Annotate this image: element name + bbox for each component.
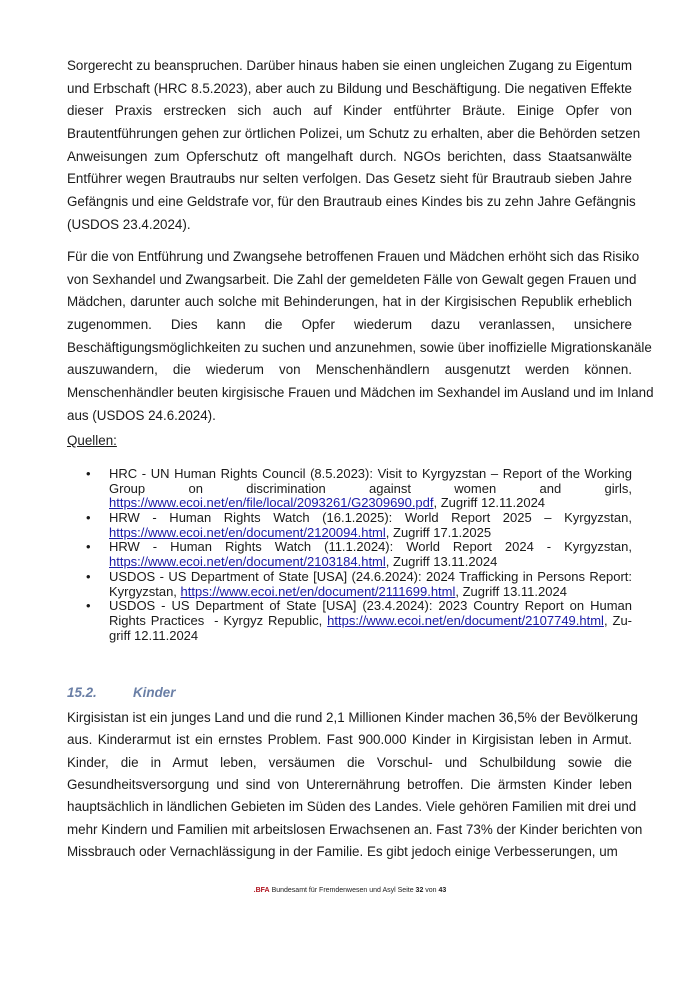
page-footer [0,887,700,894]
source-access-date: , Zugriff 13.11.2024 [385,554,498,570]
sources-label: Quellen: [67,433,117,448]
text-line: mehr Kindern und Familien mit arbeitslosen Erwachsenen an. Fast 73% der Kinder berichten von [67,821,643,837]
source-item [86,599,632,643]
text-line: Beschäftigungsmöglichkeiten zu suchen und anzunehmen, sowie über inoffizielle Migrationskanäle [67,339,652,355]
source-line [109,526,632,541]
text-line: Brautentführungen gehen zur örtlichen Polizei, um Schutz zu erhalten, aber die Behörden setzen [67,126,641,142]
source-link[interactable]: https://www.ecoi.net/en/document/2103184.html [109,554,386,570]
text-line: Für die von Entführung und Zwangsehe betroffenen Frauen und Mädchen erhöht sich das Risiko [67,249,640,264]
bfa-logo: .BFA [253,887,270,894]
source-line [109,614,632,629]
source-text: Rights Practices - Kyrgyz Republic, [109,612,328,628]
source-access-date: , Zu- [603,612,632,628]
text-line: Gesundheitsversorgung und sind von Unterernährung betroffen. Die ärmsten Kinder leben [67,777,632,793]
text-line: Mädchen, darunter auch solche mit Behinderungen, hat in der Kirgisischen Republik erheblich [67,294,632,310]
text-line: und Erbschaft (HRC 8.5.2023), aber auch zu Bildung und Beschäftigung. Die negativen Effekte [67,80,632,96]
sources-list [86,467,632,643]
source-link[interactable]: https://www.ecoi.net/en/document/2107749.html [327,612,604,628]
source-line [109,555,632,570]
source-item [86,570,632,599]
source-access-date: , Zugriff 17.1.2025 [385,524,492,540]
text-line: hauptsächlich in ländlichen Gebieten im Süden des Landes. Viele gehören Familien mit drei und [67,799,637,815]
source-link[interactable]: https://www.ecoi.net/en/file/local/2093261/G2309690.pdf [109,495,434,511]
page-number: 32 [415,887,424,894]
page-total: 43 [438,887,447,894]
heading-title: Kinder [133,685,176,700]
text-line: Sorgerecht zu beanspruchen. Darüber hinaus haben sie einen ungleichen Zugang zu Eigentum [67,58,633,73]
footer-of: von [423,887,439,894]
source-link[interactable]: https://www.ecoi.net/en/document/2120094.html [109,524,386,540]
section-heading [67,685,175,700]
text-line: zugenommen. Dies kann die Opfer wiederum dazu veranlassen, unsichere [67,317,632,333]
bullet-icon: • [86,539,91,555]
source-line [109,585,632,600]
source-line [109,482,632,497]
heading-number: 15.2. [67,685,97,700]
text-line: aus. Kinderarmut ist ein ernstes Problem. Fast 900.000 Kinder in Kirgisistan leben in Armut. [67,732,632,748]
source-line [109,570,632,585]
source-line [109,629,632,644]
text-line: Kirgisistan ist ein junges Land und die rund 2,1 Millionen Kinder machen 36,5% der Bevölkerung [67,710,638,725]
text-line: Entführer wegen Brautraubs nur selten verfolgen. Das Gesetz sieht für Brautraub sieben Jahre [67,171,632,187]
text-line: Gefängnis und eine Geldstrafe vor, für den Brautraub eines Kindes bis zu zehn Jahre Gefängnis [67,194,636,210]
text-line: dieser Praxis erstrecken sich auch auf Kinder entführter Bräute. Einige Opfer von [67,103,632,119]
source-line [109,511,632,526]
bullet-icon: • [86,568,91,584]
source-text: HRW - Human Rights Watch (16.1.2025): World Report 2025 – Kyrgyzstan, [109,510,632,526]
source-line [109,599,632,614]
source-text: HRC - UN Human Rights Council (8.5.2023): Visit to Kyrgyzstan – Report of the Working [109,466,632,481]
source-text: Group on discrimination against women and girls, [109,480,632,496]
source-text: Kyrgyzstan, [109,583,181,599]
text-line: von Sexhandel und Zwangsarbeit. Die Zahl der gemeldeten Fälle von Gewalt gegen Frauen und [67,271,637,287]
source-text: USDOS - US Department of State [USA] (23.4.2024): 2023 Country Report on Human [109,598,632,614]
text-line: auszuwandern, die wiederum von Menschenhändlern ausgenutzt werden können. [67,362,632,378]
bullet-icon: • [86,466,91,481]
source-access-date: , Zugriff 13.11.2024 [455,583,567,599]
source-item [86,540,632,569]
bullet-icon: • [86,510,91,526]
text-line: (USDOS 23.4.2024). [67,216,191,232]
source-item [86,511,632,540]
text-line: aus (USDOS 24.6.2024). [67,407,216,423]
source-link[interactable]: https://www.ecoi.net/en/document/2111699.html [180,583,456,599]
source-access-date: , Zugriff 12.11.2024 [433,495,546,511]
text-line: Kinder, die in Armut leben, versäumen die Vorschul- und Schulbildung sowie die [67,754,632,770]
source-line [109,496,632,511]
footer-text: Bundesamt für Fremdenwesen und Asyl Seite [269,887,416,894]
bullet-icon: • [86,598,91,614]
paragraph-1 [67,55,641,237]
source-text: USDOS - US Department of State [USA] (24.6.2024): 2024 Trafficking in Persons Report: [109,568,632,584]
paragraph-3 [67,707,643,863]
text-line: Missbrauch oder Vernachlässigung in der Familie. Es gibt jedoch einige Verbesserungen, um [67,844,618,860]
paragraph-2 [67,246,654,428]
source-item [86,467,632,511]
text-line: Menschenhändler beuten kirgisische Frauen und Mädchen im Sexhandel im Ausland und im Inland [67,385,654,401]
text-line: Anweisungen zum Opferschutz oft mangelhaft durch. NGOs berichten, dass Staatsanwälte [67,148,632,164]
source-line [109,467,632,482]
source-text: griff 12.11.2024 [109,627,199,643]
source-text: HRW - Human Rights Watch (11.1.2024): World Report 2024 - Kyrgyzstan, [109,539,632,555]
source-line [109,540,632,555]
